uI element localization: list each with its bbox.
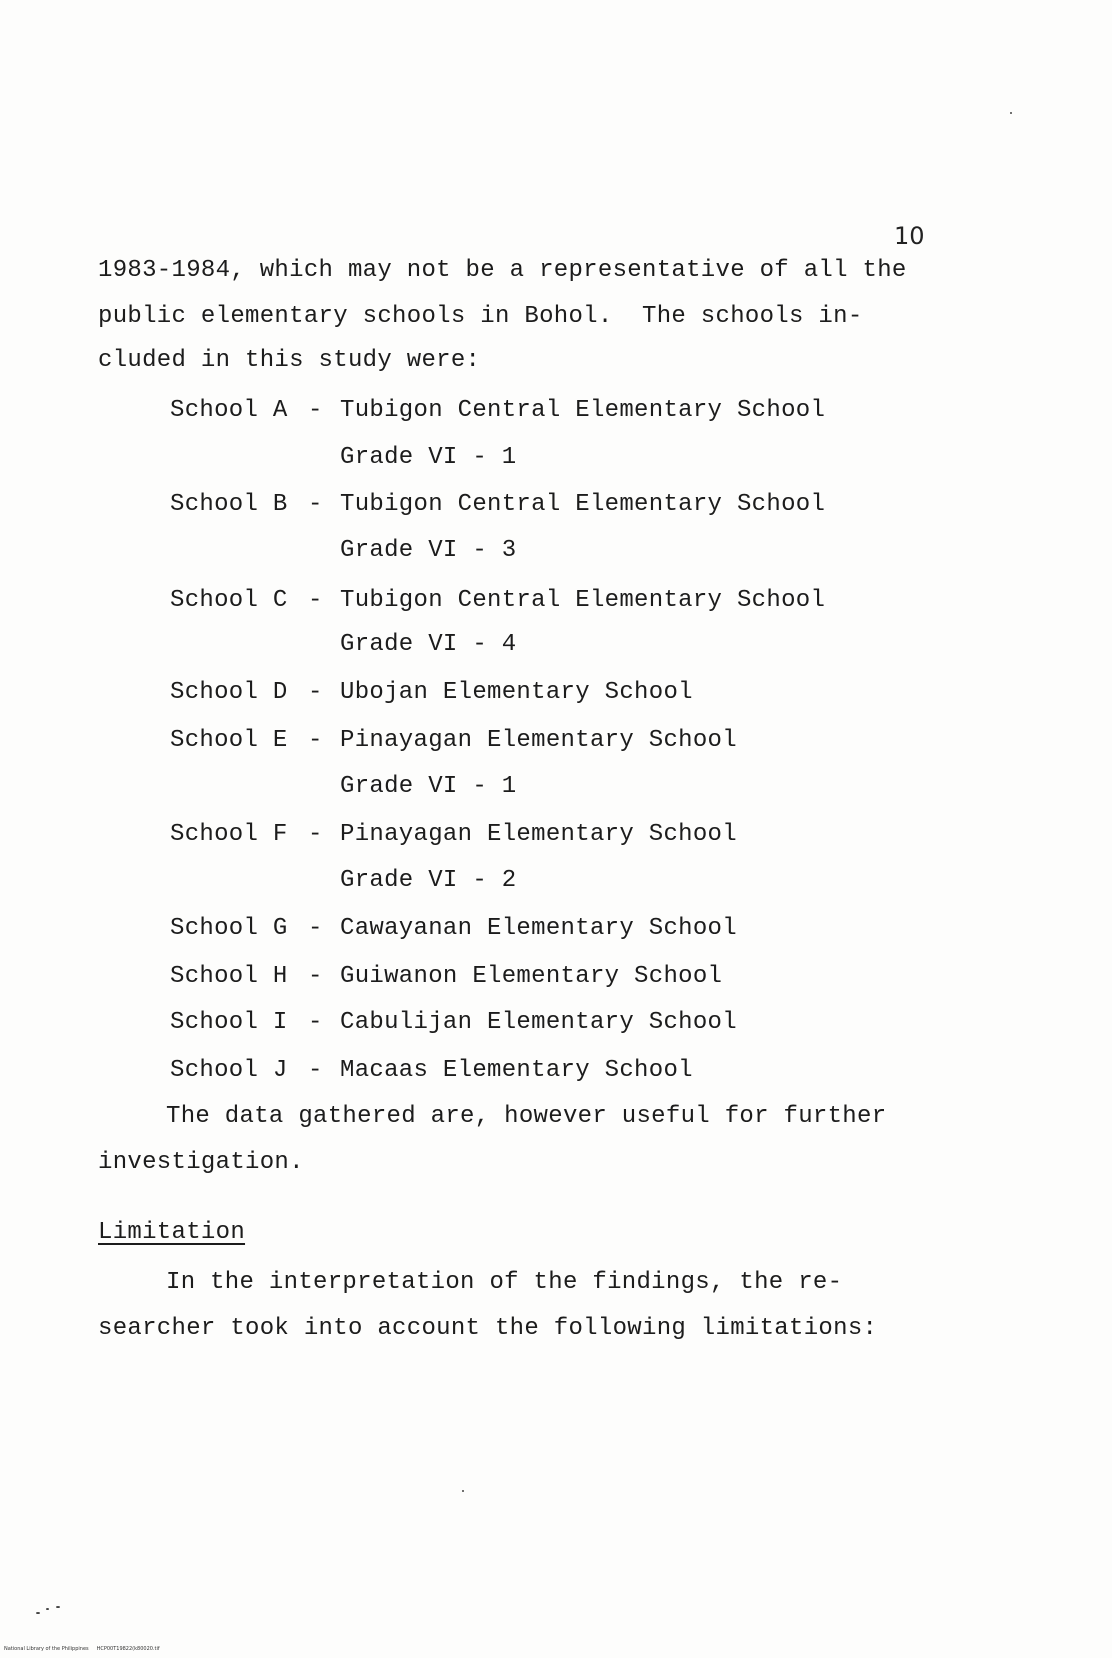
school-list-item [170,678,693,708]
school-list-item [170,962,722,992]
dash: - [308,1009,323,1036]
dash: - [308,587,323,614]
school-grade: Grade VI - 2 [340,867,517,894]
school-list-item [170,1008,737,1038]
school-label: School G [170,915,288,942]
school-list-item [170,820,737,850]
paragraph-3-line-2: searcher took into account the following limitations: [98,1315,878,1342]
school-label: School D [170,679,288,706]
dash: - [308,397,323,424]
school-name: Ubojan Elementary School [340,679,693,706]
paragraph-2-line-1: The data gathered are, however useful for further [166,1103,887,1130]
dash: - [308,821,323,848]
scan-speck [56,1606,60,1608]
paragraph-1-line-3: cluded in this study were: [98,347,481,374]
paragraph-3-line-1: In the interpretation of the findings, the re- [166,1269,843,1296]
dash: - [308,963,323,990]
school-list-item [170,1056,693,1086]
school-name: Tubigon Central Elementary School [340,397,826,424]
school-label: School H [170,963,288,990]
school-label: School E [170,727,288,754]
page-number: 10 [894,222,925,250]
school-list-item [170,726,737,756]
school-name: Cabulijan Elementary School [340,1009,737,1036]
school-grade: Grade VI - 1 [340,773,517,800]
school-name: Tubigon Central Elementary School [340,587,826,614]
school-label: School A [170,397,288,424]
section-heading-limitation: Limitation [98,1219,246,1246]
paragraph-1-line-1: 1983-1984, which may not be a representative of all the [98,257,907,284]
school-label: School F [170,821,288,848]
school-label: School B [170,491,288,518]
school-name: Pinayagan Elementary School [340,727,737,754]
school-name: Pinayagan Elementary School [340,821,737,848]
paragraph-1-line-2: public elementary schools in Bohol. The schools in- [98,303,863,330]
scan-speck [46,1608,49,1610]
dash: - [308,915,323,942]
school-label: School I [170,1009,288,1036]
school-grade: Grade VI - 3 [340,537,517,564]
scan-speck [36,1612,40,1614]
school-label: School J [170,1057,288,1084]
school-list-item [170,914,737,944]
paragraph-2-line-2: investigation. [98,1149,304,1176]
school-grade: Grade VI - 1 [340,444,517,471]
school-name: Tubigon Central Elementary School [340,491,826,518]
school-label: School C [170,587,288,614]
school-grade: Grade VI - 4 [340,631,517,658]
scan-speck [1010,112,1012,114]
scan-speck [462,1490,464,1492]
dash: - [308,679,323,706]
school-name: Guiwanon Elementary School [340,963,723,990]
school-name: Macaas Elementary School [340,1057,693,1084]
scan-footer-stamp: National Library of the Philippines HCP00T19822(k80020.tif [4,1646,160,1652]
dash: - [308,727,323,754]
school-list-item [170,490,825,520]
dash: - [308,491,323,518]
dash: - [308,1057,323,1084]
school-list-item [170,586,825,616]
school-list-item [170,396,825,426]
school-name: Cawayanan Elementary School [340,915,737,942]
